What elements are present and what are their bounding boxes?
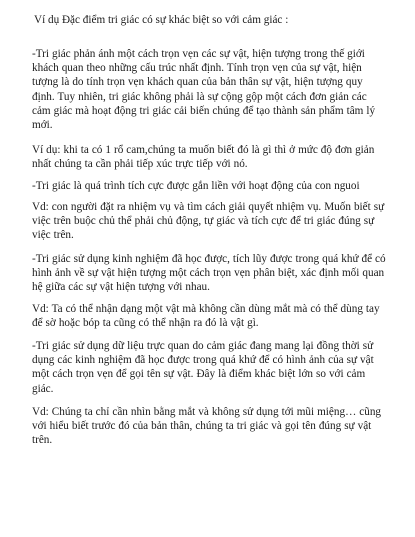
paragraph-perception-wholeness: -Tri giác phản ánh một cách trọn vẹn các sự vật, hiện tượng trong thế giới khách quan theo những cấu trúc nhất định. Tính trọn vẹn của sự vật, hiện tượng là do tính trọn vẹn khách quan của bản thân sự vật, hiện tượng quy định. Tuy nhiên, tri giác không phải là sự cộng gộp một cách đơn giản các cảm giác mà hoạt động tri giác cải biến chúng để tạo thành sản phẩm tâm lý mới.	[32, 48, 376, 132]
paragraph-experience: -Tri giác sử dụng kinh nghiệm đã học được, tích lũy được trong quá khứ để có hình ảnh về sự vật hiện tượng một cách trọn vẹn phân biệt, xác định mối quan hệ giữa các sự vật hiện tượng với nhau.	[32, 253, 386, 294]
paragraph-active-process: -Tri giác là quá trình tích cực được gắn liền với hoạt động của con nguoi	[32, 180, 360, 192]
paragraph-example-touch: Vd: Ta có thể nhận dạng một vật mà không cần dùng mắt mà có thể dùng tay để sờ hoặc bóp ta cũng có thể nhận ra đó là vật gì.	[32, 303, 380, 330]
paragraph-sensory-data: -Tri giác sử dụng dữ liệu trực quan do cảm giác đang mang lại đồng thời sử dụng các kinh nghiệm đã học được trong quá khứ để có hình ảnh của sự vật một cách trọn vẹn để gọi tên sự vật. Đây là điểm khác biệt lớn so với cảm giác.	[32, 340, 374, 395]
document-title: Ví dụ Đặc điểm tri giác có sự khác biệt so với cảm giác :	[34, 14, 289, 26]
paragraph-example-sight: Vd: Chúng ta chỉ cần nhìn bằng mắt và không sử dụng tới mũi miệng… cũng với hiểu biết trước đó của bản thân, chúng ta tri giác và gọi tên đúng sự vật trên.	[32, 406, 382, 447]
paragraph-example-oranges: Ví dụ: khi ta có 1 rổ cam,chúng ta muốn biết đó là gì thì ở mức độ đơn giản nhất chúng ta cần phải tiếp xúc trực tiếp với nó.	[32, 144, 375, 171]
paragraph-example-task: Vd: con người đặt ra nhiệm vụ và tìm cách giải quyết nhiệm vụ. Muốn biết sự việc trên buộc chủ thể phải chủ động, tự giác và tích cực để tri giác đúng sự việc trên.	[32, 201, 385, 242]
